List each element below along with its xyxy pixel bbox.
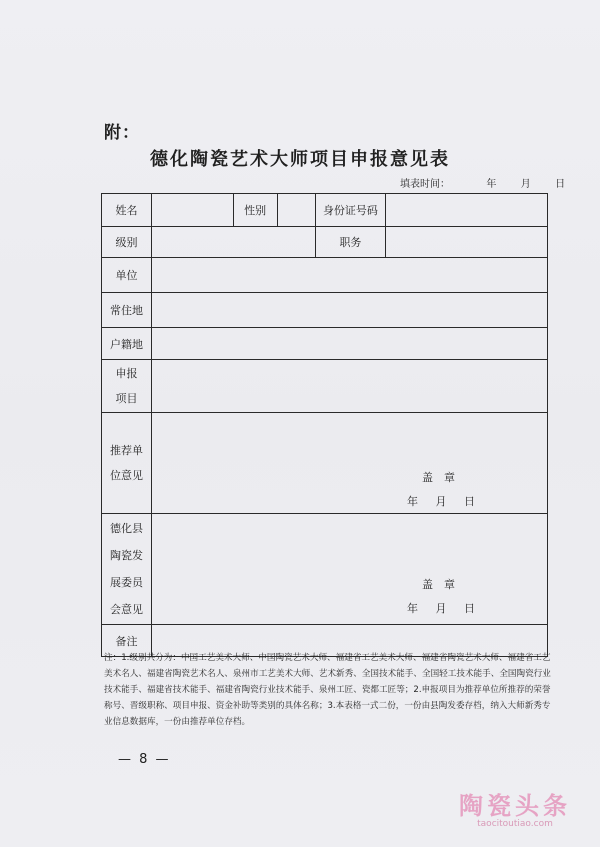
unit-field[interactable]	[151, 258, 547, 293]
remarks-label: 备注	[102, 625, 152, 657]
table-row	[102, 227, 548, 258]
committee-label-line1: 德化县	[109, 522, 143, 535]
residence-label: 常住地	[102, 293, 152, 328]
hukou-field[interactable]	[151, 328, 547, 360]
committee-opinion-field[interactable]	[151, 514, 547, 625]
committee-label-line2: 陶瓷发	[109, 549, 143, 562]
watermark-main-text: 陶瓷头条	[459, 792, 571, 820]
project-label	[102, 360, 152, 413]
position-field[interactable]	[386, 227, 548, 258]
table-row	[102, 293, 548, 328]
form-title: 德化陶瓷艺术大师项目申报意见表	[150, 149, 450, 170]
watermark-url: taocitoutiao.com	[477, 819, 553, 829]
hukou-label: 户籍地	[102, 328, 152, 360]
recommender-seal: 盖 章	[422, 471, 455, 484]
page-number: — 8 —	[118, 752, 171, 767]
position-label: 职务	[315, 227, 386, 258]
gender-label: 性别	[233, 194, 277, 227]
table-row	[102, 514, 548, 625]
recommender-label-line1: 推荐单	[109, 444, 143, 457]
level-field[interactable]	[151, 227, 315, 258]
id-number-field[interactable]	[386, 194, 548, 227]
fill-date	[400, 175, 565, 190]
table-row	[102, 360, 548, 413]
table-row	[102, 413, 548, 514]
project-label-line1: 申报	[115, 367, 138, 380]
attachment-label: 附：	[104, 123, 140, 143]
fill-date-day: 日	[555, 179, 566, 190]
id-number-label: 身份证号码	[315, 194, 386, 227]
residence-field[interactable]	[151, 293, 547, 328]
committee-seal-date: 年 月 日	[407, 602, 475, 615]
recommender-seal-date: 年 月 日	[407, 495, 475, 508]
project-label-line2: 项目	[115, 392, 138, 405]
fill-date-label: 填表时间：	[400, 179, 450, 190]
application-form-table	[101, 193, 548, 657]
recommender-label-line2: 位意见	[109, 469, 143, 482]
fill-date-year: 年	[486, 179, 497, 190]
committee-opinion-label	[102, 514, 152, 625]
committee-label-line4: 会意见	[109, 603, 143, 616]
table-row	[102, 258, 548, 293]
name-label: 姓名	[102, 194, 152, 227]
gender-field[interactable]	[277, 194, 315, 227]
recommender-opinion-field[interactable]	[151, 413, 547, 514]
committee-seal: 盖 章	[422, 578, 455, 591]
table-row	[102, 328, 548, 360]
project-field[interactable]	[151, 360, 547, 413]
recommender-opinion-label	[102, 413, 152, 514]
name-field[interactable]	[151, 194, 233, 227]
level-label: 级别	[102, 227, 152, 258]
unit-label: 单位	[102, 258, 152, 293]
watermark-logo	[440, 786, 590, 829]
table-row	[102, 194, 548, 227]
fill-date-month: 月	[520, 179, 531, 190]
form-notes: 注：1.级别共分为：中国工艺美术大师、中国陶瓷艺术大师、福建省工艺美术大师、福建省陶瓷艺术大师、福建省工艺美术名人、福建省陶瓷艺术名人、泉州市工艺美术大师、艺术新秀、全国技术能手、全国轻工技术能手、全国陶瓷行业技术能手、福建省技术能手、福建省陶瓷行业技术能手、泉州工匠、瓷都工匠等；2.申报项目为推荐单位所推荐的荣誉称号、晋级职称、项目申报、资金补助等类别的具体名称；3.本表格一式二份，一份由县陶发委存档，纳入大师新秀专业信息数据库，一份由推荐单位存档。	[104, 653, 551, 727]
committee-label-line3: 展委员	[109, 576, 143, 589]
